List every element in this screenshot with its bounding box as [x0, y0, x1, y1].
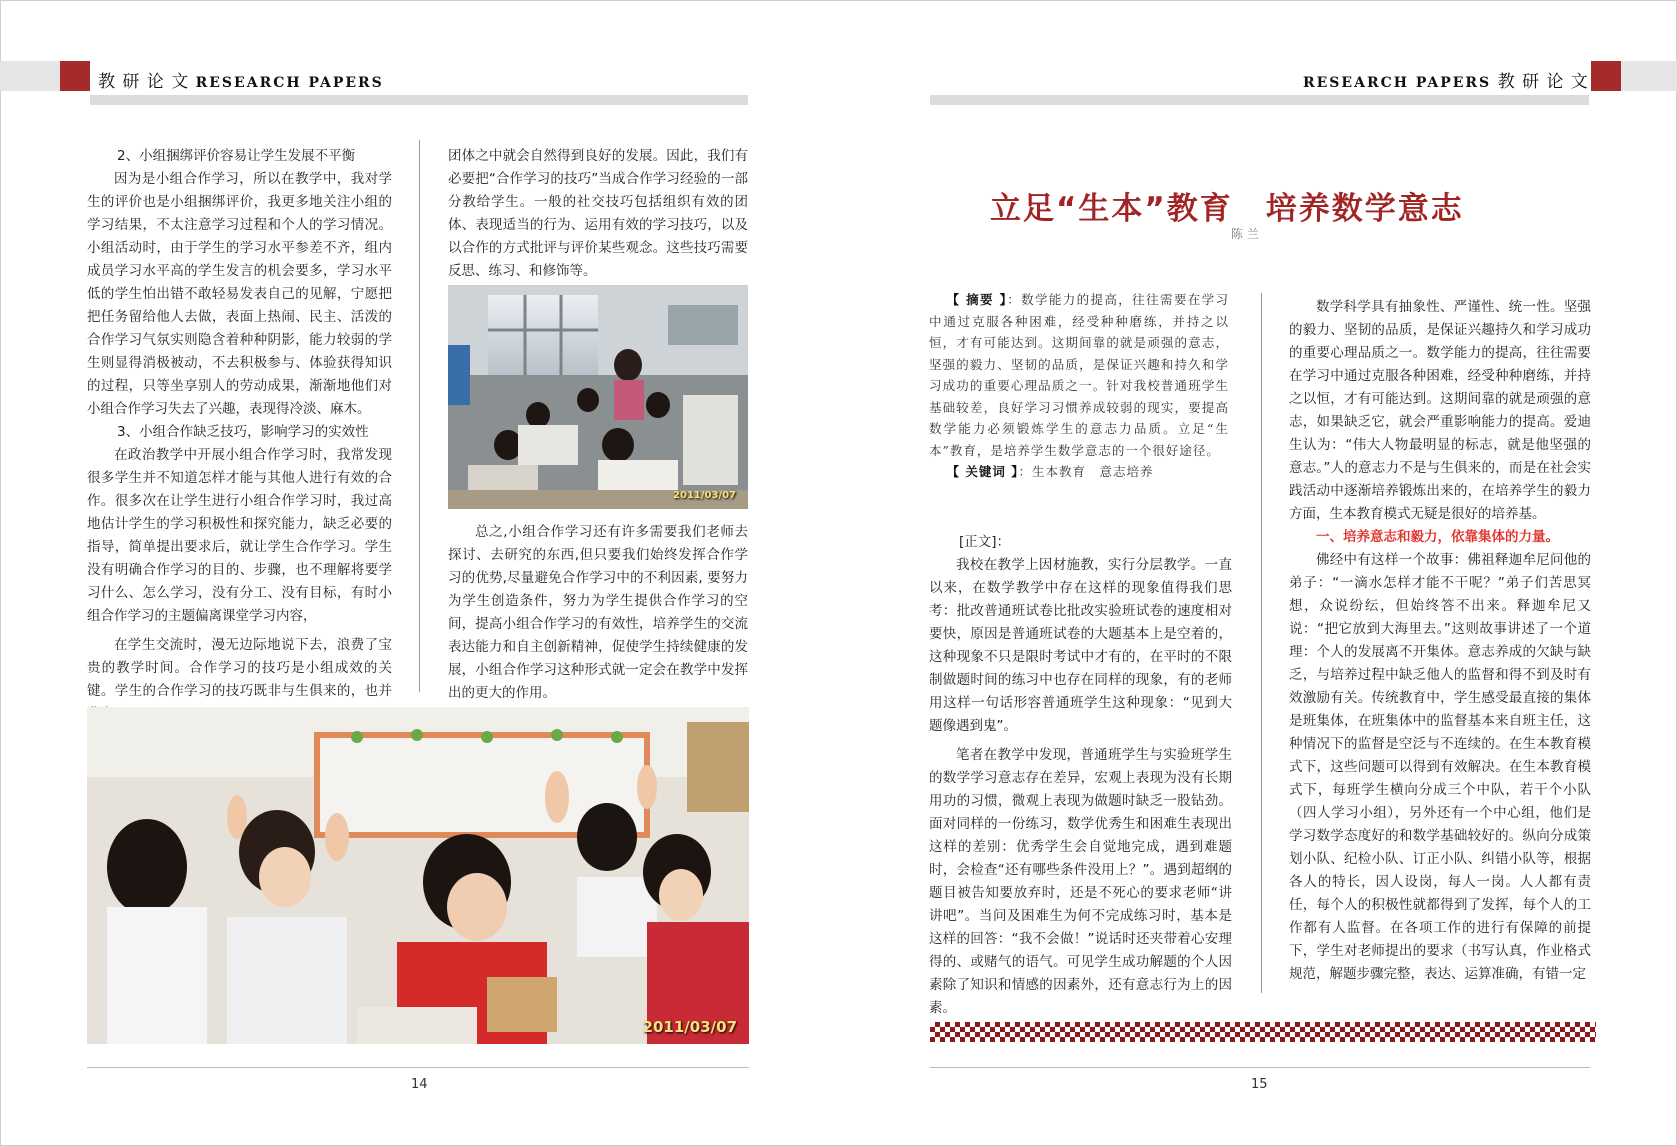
classroom-photo-small [448, 285, 748, 509]
left-column-2-top [448, 145, 748, 283]
header-right-en: RESEARCH PAPERS [1303, 75, 1492, 91]
footer-rule-right [930, 1067, 1590, 1068]
paragraph: 在学生交流时，漫无边际地说下去，浪费了宝贵的教学时间。合作学习的技巧是小组成效的关键。学生的合作学习的技巧既非与生俱来的，也并 [87, 637, 392, 699]
paragraph: 笔者在教学中发现，普通班学生与实验班学生的数学学习意志存在差异，宏观上表现为没有长期用功的习惯，微观上表现为做题时缺乏一股钻劲。面对同样的一份练习，数学优秀生和困难生表现出这样的差别：优秀学生会自觉地完成，遇到难题时，会检查“还有哪些条件没用上？”。遇到超纲的题目被告知要放弃时，还是不死心的要求老师“讲讲吧”。当问及困难生为何不完成练习时，基本是这样的回答：“我不会做！”说话时还夹带着心安理得的、或赌气的语气。可见学生成功解题的个人因素除了知识和情感的因素外，还有意志行为上的因素。 [929, 747, 1232, 1016]
paragraph: 团体之中就会自然得到良好的发展。因此，我们有必要把“合作学习的技巧”当成合作学习经验的一部分教给学生。一般的社交技巧包括组织有效的团体、表现适当的行为、运用有效的学习技巧，以及以合作的方式批评与评价某些观念。这些技巧需要反思、练习、和修饰等。 [448, 148, 748, 279]
header-red-square-left [60, 61, 90, 91]
header-red-square-right [1591, 61, 1621, 91]
article-author: 陈 兰 [1231, 227, 1259, 241]
section-heading-1: 一、培养意志和毅力，依靠集体的力量。 [1316, 529, 1559, 545]
keywords-label: 【 关键词 】 [946, 464, 1019, 479]
header-right-cn: 教 研 论 文 [1497, 72, 1589, 92]
header-left-cn: 教 研 论 文 [98, 72, 190, 92]
article-title: 立足“生本”教育 培养数学意志 [990, 191, 1464, 227]
column-divider-left [419, 140, 420, 692]
paragraph: 在政治教学中开展小组合作学习时，我常发现很多学生并不知道怎样才能与其他人进行有效的合作。很多次在让学生进行小组合作学习时，我过高地估计学生的学习积极性和探究能力，缺乏必要的指导，简单提出要求后，就让学生合作学习。学生没有明确合作学习的目的、步骤，也不理解将要学习什么、怎么学习，没有分工、没有目标，有时小组合作学习的主题偏离课堂学习内容， [87, 447, 392, 624]
page-number-left: 14 [411, 1077, 428, 1092]
classroom-photo-large [87, 707, 749, 1044]
left-column-1 [87, 145, 392, 726]
column-divider-right [1261, 293, 1262, 993]
page-border-left [0, 0, 1, 1146]
subheading-2: 2、小组捆绑评价容易让学生发展不平衡 [117, 148, 356, 164]
header-left [98, 67, 384, 92]
right-column-2 [1289, 296, 1591, 986]
article-abstract [929, 289, 1229, 483]
page-border-top [0, 0, 1677, 1]
classroom-photo-small-image [448, 285, 748, 509]
photo-date-stamp-small: 2011/03/07 [673, 490, 736, 501]
paragraph: 因为是小组合作学习，所以在教学中，我对学生的评价也是小组捆绑评价，我更多地关注小组的学习结果，不太注意学习过程和个人的学习情况。小组活动时，由于学生的学习水平参差不齐，组内成员学习水平高的学生发言的机会要多，学习水平低的学生怕出错不敢轻易发表自己的见解，宁愿把把任务留给他人去做，表面上热闹、民主、活泼的合作学习气氛实则隐含着种种阴影，能力较弱的学生则显得消极被动，不去积极参与、体验获得知识的过程，只等坐享别人的劳动成果，渐渐地他们对小组合作学习失去了兴趣，表现得冷淡、麻木。 [87, 171, 392, 417]
subheading-3: 3、小组合作缺乏技巧，影响学习的实效性 [117, 424, 369, 440]
keywords-text: ：生本教育 意志培养 [1018, 464, 1154, 479]
checker-ornament [930, 1022, 1596, 1042]
left-column-2-bottom [448, 521, 748, 705]
header-rule-left [90, 95, 748, 105]
footer-rule-left [87, 1067, 749, 1068]
abstract-text: ：数学能力的提高，往往需要在学习中通过克服各种困难，经受种种磨练，并持之以恒，才有可能达到。这期间靠的就是顽强的意志，坚强的毅力、坚韧的品质，是保证兴趣和持久和学习成功的重要心理品质之一。针对我校普通班学生基础较差，良好学习习惯养成较弱的现实，要提高数学能力必须锻炼学生的意志力品质。立足“生本”教育，是培养学生数学意志的一个很好途径。 [929, 292, 1229, 458]
paragraph: 佛经中有这样一个故事：佛祖释迦牟尼问他的弟子：“一滴水怎样才能不干呢？”弟子们苦思冥想，众说纷纭，但始终答不出来。释迦牟尼又说：“把它放到大海里去。”这则故事讲述了一个道理：个人的发展离不开集体。意志养成的欠缺与缺乏，与培养过程中缺乏他人的监督和得不到及时有效激励有关。传统教育中，学生感受最直接的集体是班集体，在班集体中的监督基本来自班主任，这种情况下的监督是空泛与不连续的。在生本教育模式下，这些问题可以得到有效解决。在生本教育模式下，每班学生横向分成三个中队，若干个小队（四人学习小组），另外还有一个中心组，他们是学习数学态度好的和数学基础较好的。纵向分成策划小队、纪检小队、订正小队、纠错小队等，根据各人的特长，因人设岗，每人一岗。人人都有责任，每个人的积极性就都得到了发挥，每个人的工作都有人监督。在各项工作的进行有保障的前提下，学生对老师提出的要求（书写认真，作业格式规范，解题步骤完整，表达、运算准确，有错一定 [1289, 552, 1591, 982]
header-left-en: RESEARCH PAPERS [195, 75, 384, 91]
body-label: [正文]： [959, 534, 1011, 550]
photo-date-stamp-large: 2011/03/07 [642, 1018, 737, 1036]
right-column-1 [929, 531, 1232, 1020]
header-right [1303, 67, 1589, 92]
paragraph: 数学科学具有抽象性、严谨性、统一性。坚强的毅力、坚韧的品质，是保证兴趣持久和学习成功的重要心理品质之一。数学能力的提高，往往需要在学习中通过克服各种困难，经受种种磨练，并持之以恒，才有可能达到。这期间靠的就是顽强的意志，如果缺乏它，就会严重影响能力的提高。爱迪生认为：“伟大人物最明显的标志，就是他坚强的意志。”人的意志力不是与生俱来的，而是在社会实践活动中逐渐培养锻炼出来的，在培养学生的毅力方面，生本教育模式无疑是很好的培养基。 [1289, 299, 1591, 522]
abstract-label: 【 摘要 】 [946, 292, 1008, 307]
paragraph: 总之,小组合作学习还有许多需要我们老师去探讨、去研究的东西,但只要我们始终发挥合作学习的优势,尽量避免合作学习中的不利因素, 要努力为学生创造条件，努力为学生提供合作学习的空间，提高小组合作学习的有效性，培养学生的交流表达能力和自主创新精神，促使学生持续健康的发展，小组合作学习这种形式就一定会在教学中发挥出的更大的作用。 [448, 524, 748, 701]
header-rule-right [930, 95, 1589, 105]
paragraph: 我校在教学上因材施教，实行分层教学。一直以来，在数学教学中存在这样的现象值得我们思考：批改普通班试卷比批改实验班试卷的速度相对要快，原因是普通班试卷的大题基本上是空着的，这种现象不只是限时考试中才有的，在平时的不限制做题时间的练习中也存在同样的现象，有的老师用这样一句话形容普通班学生这种现象：“见到大题像遇到鬼”。 [929, 557, 1232, 734]
page-number-right: 15 [1251, 1077, 1268, 1092]
header-band-right [1621, 61, 1677, 91]
header-band-left [0, 61, 62, 91]
classroom-photo-large-image [87, 707, 749, 1044]
